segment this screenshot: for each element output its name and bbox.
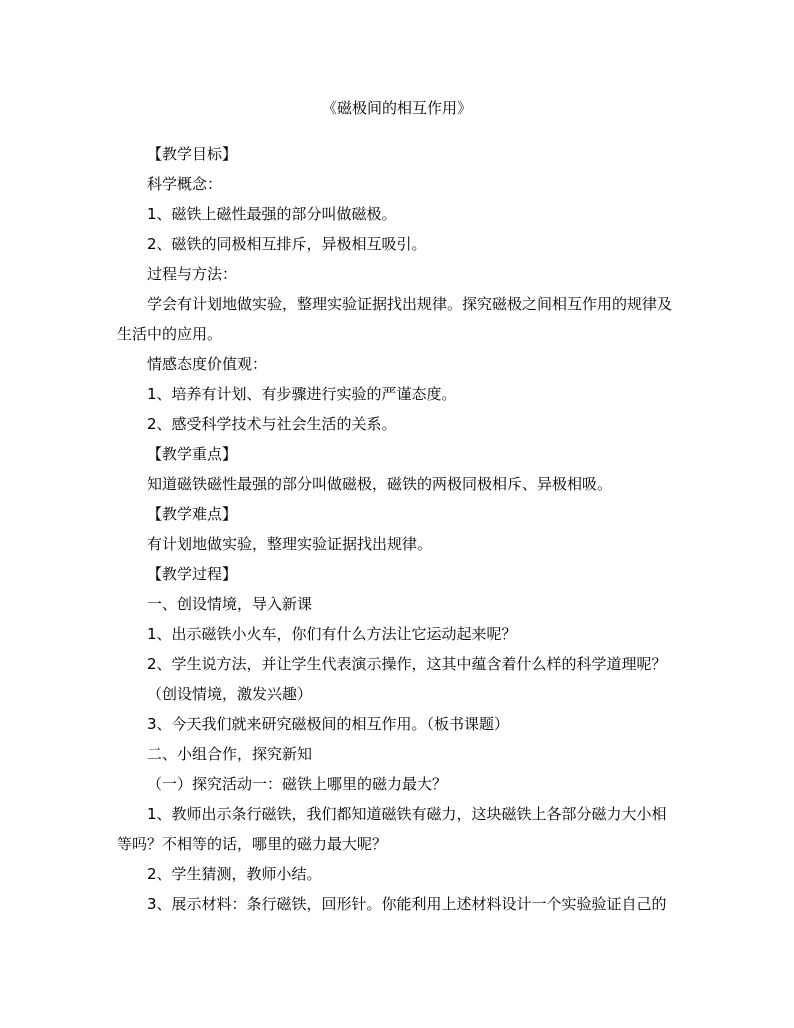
list-item: 2、学生猜测，教师小结。 xyxy=(147,865,322,883)
list-item: 3、今天我们就来研究磁极间的相互作用。（板书课题） xyxy=(147,715,510,733)
list-item: 2、感受科学技术与社会生活的关系。 xyxy=(147,415,397,433)
paragraph: （创设情境，激发兴趣） xyxy=(147,685,313,703)
list-item: 1、教师出示条行磁铁，我们都知道磁铁有磁力，这块磁铁上各部分磁力大小相等吗？不相等的话，哪里的磁力最大呢？ xyxy=(117,805,667,853)
section-science-concepts: 科学概念： xyxy=(147,175,223,193)
paragraph: 知道磁铁磁性最强的部分叫做磁极，磁铁的两极同极相斥、异极相吸。 xyxy=(147,475,613,493)
list-item: 2、磁铁的同极相互排斥，异极相互吸引。 xyxy=(147,235,427,253)
heading-teaching-difficulty: 【教学难点】 xyxy=(147,505,238,523)
heading-teaching-process: 【教学过程】 xyxy=(147,565,238,583)
paragraph: 学会有计划地做实验，整理实验证据找出规律。探究磁极之间相互作用的规律及生活中的应用。 xyxy=(117,295,673,343)
section-step-two: 二、小组合作，探究新知 xyxy=(147,745,313,763)
list-item: 1、培养有计划、有步骤进行实验的严谨态度。 xyxy=(147,385,457,403)
list-item: 3、展示材料：条行磁铁，回形针。你能利用上述材料设计一个实验验证自己的 xyxy=(147,895,667,913)
activity-heading: （一）探究活动一：磁铁上哪里的磁力最大？ xyxy=(147,775,448,793)
list-item: 1、出示磁铁小火车，你们有什么方法让它运动起来呢？ xyxy=(147,625,517,643)
heading-teaching-focus: 【教学重点】 xyxy=(147,445,238,463)
list-item: 1、磁铁上磁性最强的部分叫做磁极。 xyxy=(147,205,397,223)
section-process-methods: 过程与方法： xyxy=(147,265,238,283)
document-title: 《磁极间的相互作用》 xyxy=(321,99,472,117)
section-step-one: 一、创设情境，导入新课 xyxy=(147,595,313,613)
list-item: 2、学生说方法，并让学生代表演示操作，这其中蕴含着什么样的科学道理呢？ xyxy=(147,655,667,673)
document-body xyxy=(117,139,677,919)
paragraph: 有计划地做实验，整理实验证据找出规律。 xyxy=(147,535,433,553)
heading-teaching-objectives: 【教学目标】 xyxy=(147,145,238,163)
section-attitudes-values: 情感态度价值观： xyxy=(147,355,268,373)
